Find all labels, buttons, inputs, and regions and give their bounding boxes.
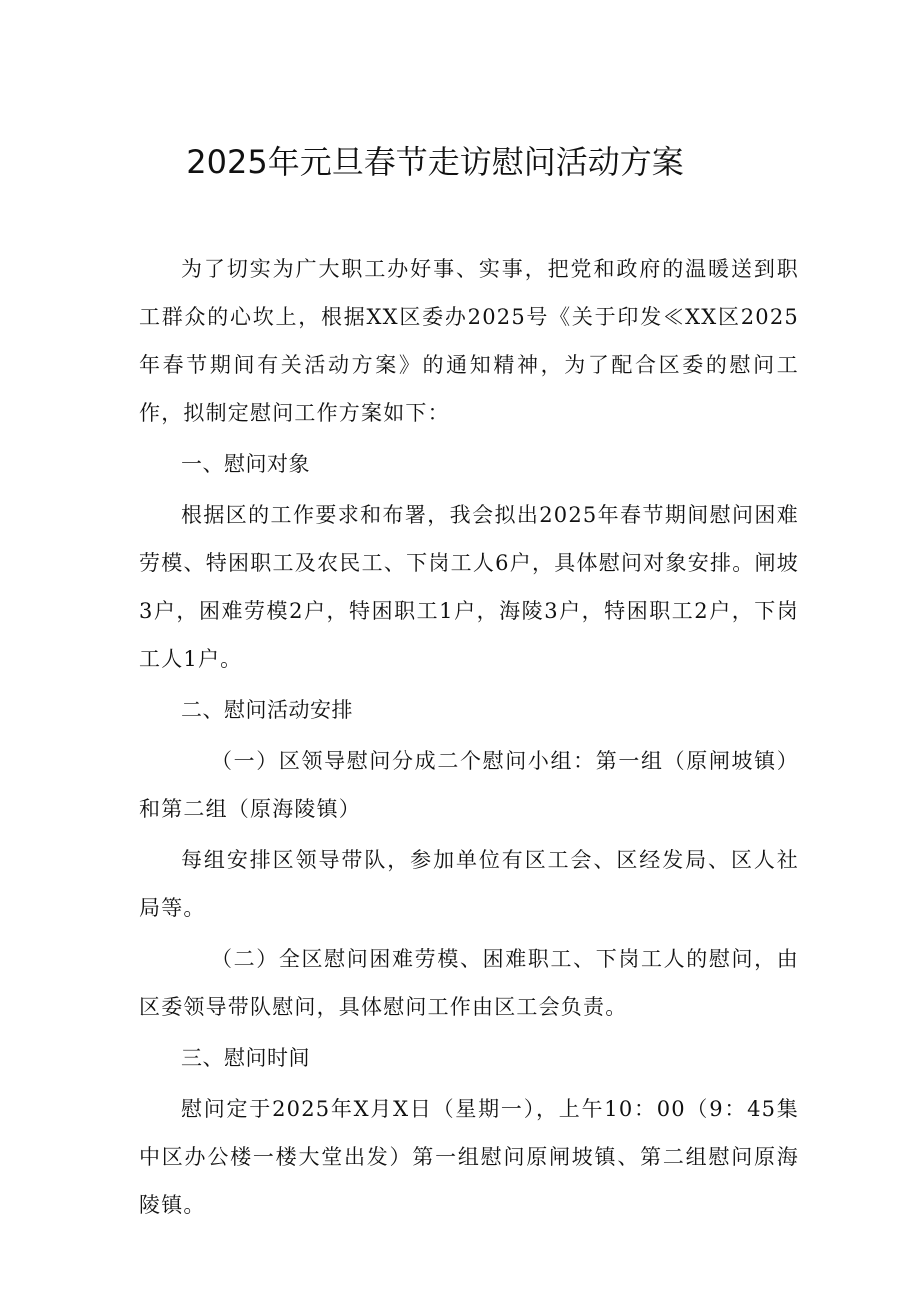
document-title: 2025年元旦春节走访慰问活动方案 <box>186 143 684 181</box>
section-heading-arrangement: 二、慰问活动安排 <box>181 698 353 722</box>
arrangement-item-1-detail: 每组安排区领导带队，参加单位有区工会、区经发局、区人社局等。 <box>139 848 799 920</box>
intro-paragraph: 为了切实为广大职工办好事、实事，把党和政府的温暖送到职工群众的心坎上，根据XX区委办2025号《关于印发≪XX区2025年春节期间有关活动方案》的通知精神，为了配合区委的慰问工作，拟制定慰问工作方案如下： <box>139 257 799 425</box>
time-paragraph: 慰问定于2025年X月X日（星期一），上午10：00（9：45集中区办公楼一楼大堂出发）第一组慰问原闸坡镇、第二组慰问原海陵镇。 <box>139 1097 799 1217</box>
section-heading-time: 三、慰问时间 <box>181 1046 310 1070</box>
recipients-paragraph: 根据区的工作要求和布署，我会拟出2025年春节期间慰问困难劳模、特困职工及农民工、下岗工人6户，具体慰问对象安排。闸坡3户，困难劳模2户，特困职工1户，海陵3户，特困职工2户，下岗工人1户。 <box>139 503 799 671</box>
arrangement-item-2: （二）全区慰问困难劳模、困难职工、下岗工人的慰问，由区委领导带队慰问，具体慰问工作由区工会负责。 <box>139 947 799 1019</box>
document-body <box>139 245 799 1229</box>
section-heading-recipients: 一、慰问对象 <box>181 452 310 476</box>
arrangement-item-1: （一）区领导慰问分成二个慰问小组：第一组（原闸坡镇）和第二组（原海陵镇） <box>139 749 799 821</box>
